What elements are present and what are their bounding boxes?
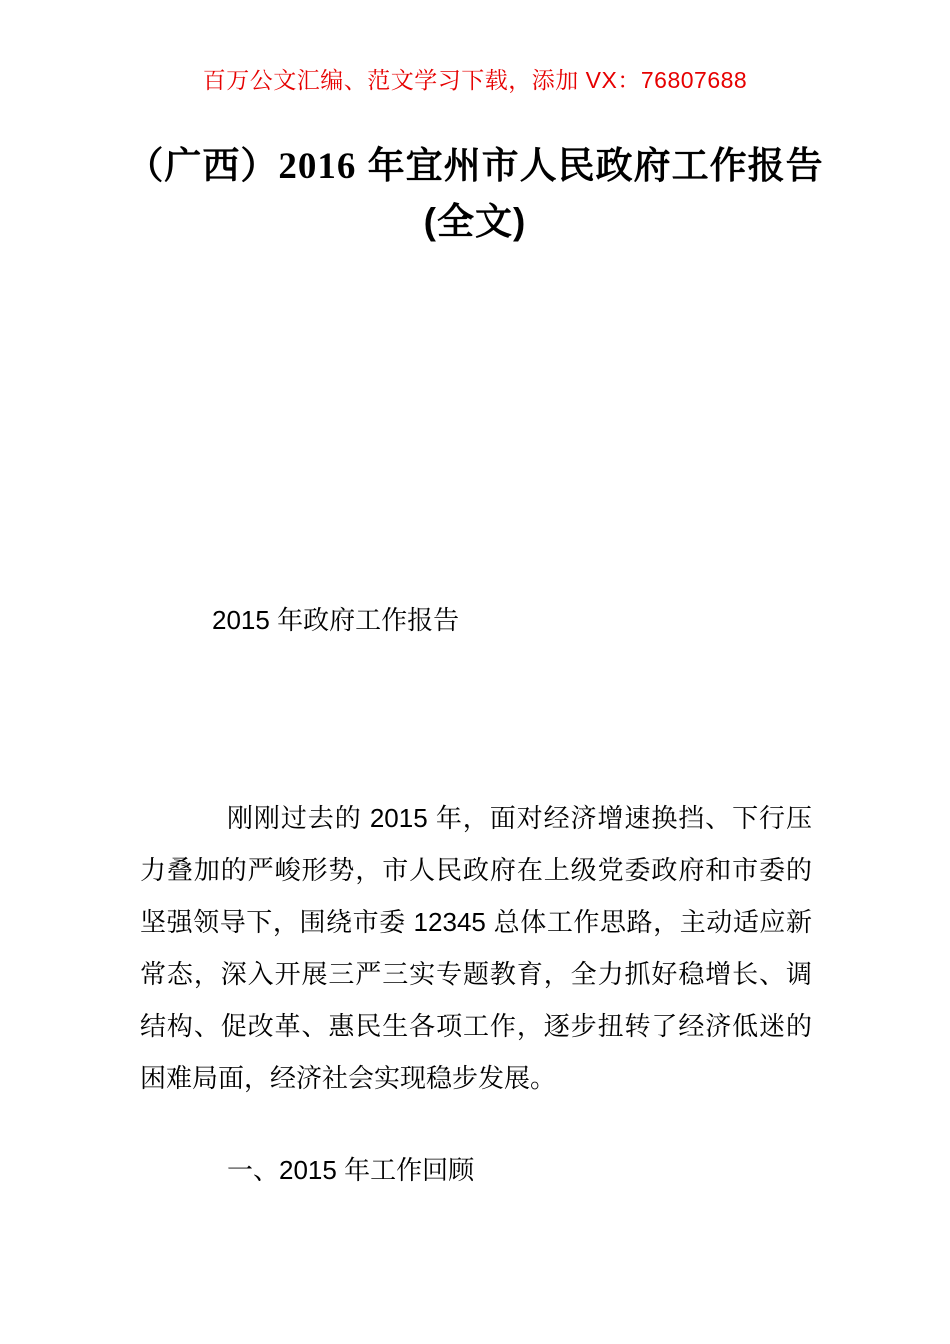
title-prefix: （广西） <box>126 145 279 186</box>
report-subtitle <box>140 594 812 646</box>
section-heading <box>140 1144 812 1196</box>
report-subtitle-text: 2015 年政府工作报告 <box>212 605 460 635</box>
section-heading-text: 一、2015 年工作回顾 <box>227 1155 475 1185</box>
report-intro-paragraph: 刚刚过去的 2015 年，面对经济增速换挡、下行压力叠加的严峻形势，市人民政府在上级党委政府和市委的坚强领导下，围绕市委 12345 总体工作思路，主动适应新常态，深入开展三严三实专题教育，全力抓好稳增长、调结构、促改革、惠民生各项工作，逐步扭转了经济低迷的困难局面，经济社会实现稳步发展。 <box>140 803 812 1093</box>
promo-banner: 百万公文汇编、范文学习下载，添加 VX：76807688 <box>202 67 748 93</box>
document-title <box>0 138 950 249</box>
title-subline: (全文) <box>423 201 527 242</box>
title-year: 2016 <box>278 146 357 187</box>
title-main-text: 年宜州市人民政府工作报告 <box>356 145 824 186</box>
